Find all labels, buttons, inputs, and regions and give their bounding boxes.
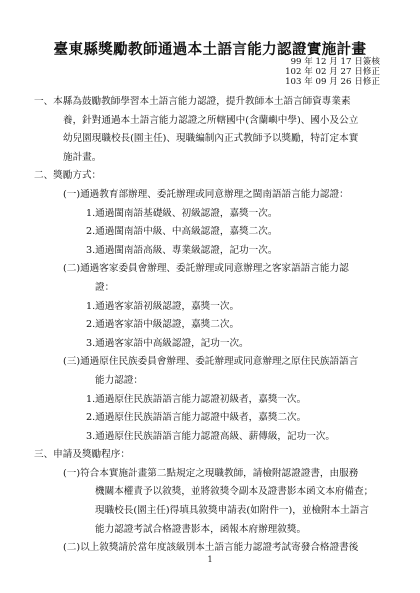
section-1-text: 幼兒園現職校長(園主任)、現職編制內正式教師予以獎勵，特訂定本實 <box>63 133 359 145</box>
subsection-heading-cont: 能力認證： <box>95 374 143 386</box>
subsection-heading: (二)以上敘獎請於當年度該級別本土語言能力認證考試寄發合格證書後 <box>63 542 359 554</box>
document-title: 臺東縣獎勵教師通過本土語言能力認證實施計畫 <box>53 41 367 58</box>
section-1-heading: 一、本縣為鼓勵教師學習本土語言能力認證，提升教師本土語言師資專業素 <box>34 96 351 107</box>
list-item: 3.通過原住民族語語言能力認證高級、薪傳級，記功一次。 <box>86 430 335 442</box>
subsection-heading-cont: 證： <box>95 281 115 293</box>
document-body <box>34 93 386 558</box>
list-item: 2.通過原住民族語語言能力認證中級者，嘉獎二次。 <box>86 412 307 424</box>
subsection-text: 能力認證考試合格證書影本，函報本府辦理敘獎。 <box>95 523 307 535</box>
subsection-heading: (二)通過客家委員會辦理、委託辦理或同意辦理之客家語語言能力認 <box>63 263 349 275</box>
page-number: 1 <box>207 555 213 564</box>
subsection-heading: (三)通過原住民族委員會辦理、委託辦理或同意辦理之原住民族語語言 <box>63 356 359 368</box>
subsection-text: 機關本權責予以敘獎，並將敘獎令副本及證書影本函文本府備查； <box>95 486 374 498</box>
revision-line: 103 年 09 月 26 日修正 <box>285 77 380 87</box>
list-item: 2.通過客家語中級認證，嘉獎二次。 <box>86 319 240 331</box>
section-1-text: 施計畫。 <box>63 151 102 163</box>
list-item: 3.通過客家語中高級認證，記功一次。 <box>86 337 249 349</box>
subsection-text: 現職校長(園主任)得填具敘獎申請表(如附件一)，並檢附本土語言 <box>95 505 370 517</box>
list-item: 1.通過客家語初級認證，嘉獎一次。 <box>86 300 240 312</box>
list-item: 1.通過原住民族語語言能力認證初級者，嘉獎一次。 <box>86 393 307 405</box>
subsection-heading: (一)通過教育部辦理、委託辦理或同意辦理之閩南語語言能力認證： <box>63 188 349 200</box>
revision-line: 102 年 02 月 27 日修正 <box>285 67 380 77</box>
section-3-heading: 三、申請及獎勵程序： <box>34 449 130 461</box>
section-2-heading: 二、獎勵方式： <box>34 170 102 182</box>
list-item: 2.通過閩南語中級、中高級認證，嘉獎二次。 <box>86 226 278 238</box>
revision-line: 99 年 12 月 17 日簽核 <box>290 57 380 67</box>
revision-history <box>285 57 380 87</box>
subsection-heading: (一)符合本實施計畫第二點規定之現職教師，請檢附認證證書，由服務 <box>63 467 359 479</box>
section-1-text: 養，針對通過本土語言能力認證之所轄國中(含蘭嶼中學)、國小及公立 <box>63 114 359 126</box>
list-item: 3.通過閩南語高級、專業級認證，記功一次。 <box>86 244 278 256</box>
list-item: 1.通過閩南語基礎級、初級認證，嘉獎一次。 <box>86 207 278 219</box>
